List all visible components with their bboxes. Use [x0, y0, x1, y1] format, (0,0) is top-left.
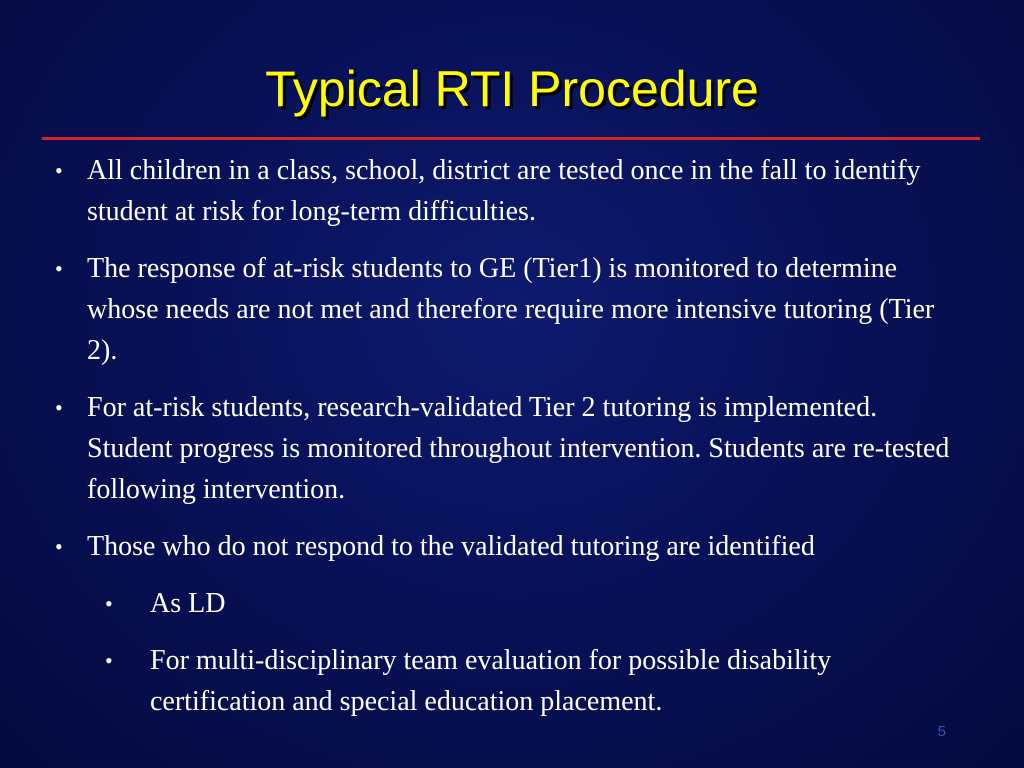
bullet-text: For at-risk students, research-validated Tier 2 tutoring is implemented. Student progress is monitored throughout intervention. Students are re-tested following intervention. — [87, 392, 950, 505]
sub-bullet-item — [0, 640, 1024, 722]
title-divider — [42, 137, 980, 140]
bullet-item — [0, 248, 1024, 371]
bullet-text: The response of at-risk students to GE (Tier1) is monitored to determine whose needs are not met and therefore require more intensive tutoring (Tier 2). — [87, 253, 935, 366]
bullet-text: All children in a class, school, district are tested once in the fall to identify student at risk for long-term difficulties. — [87, 155, 921, 227]
bullet-text: As LD — [150, 588, 226, 619]
bullet-list — [0, 150, 1024, 738]
bullet-item — [0, 526, 1024, 567]
bullet-icon: • — [55, 158, 63, 183]
bullet-icon: • — [55, 256, 63, 281]
bullet-icon: • — [105, 591, 113, 616]
slide-number: 5 — [937, 723, 946, 740]
bullet-icon: • — [55, 534, 63, 559]
bullet-item — [0, 387, 1024, 510]
bullet-text: For multi-disciplinary team evaluation for possible disability certification and special education placement. — [150, 645, 832, 717]
bullet-icon: • — [105, 648, 113, 673]
sub-bullet-item — [0, 583, 1024, 624]
bullet-item — [0, 150, 1024, 232]
bullet-text: Those who do not respond to the validated tutoring are identified — [87, 531, 815, 562]
bullet-icon: • — [55, 395, 63, 420]
slide-title: Typical RTI Procedure — [265, 61, 759, 117]
